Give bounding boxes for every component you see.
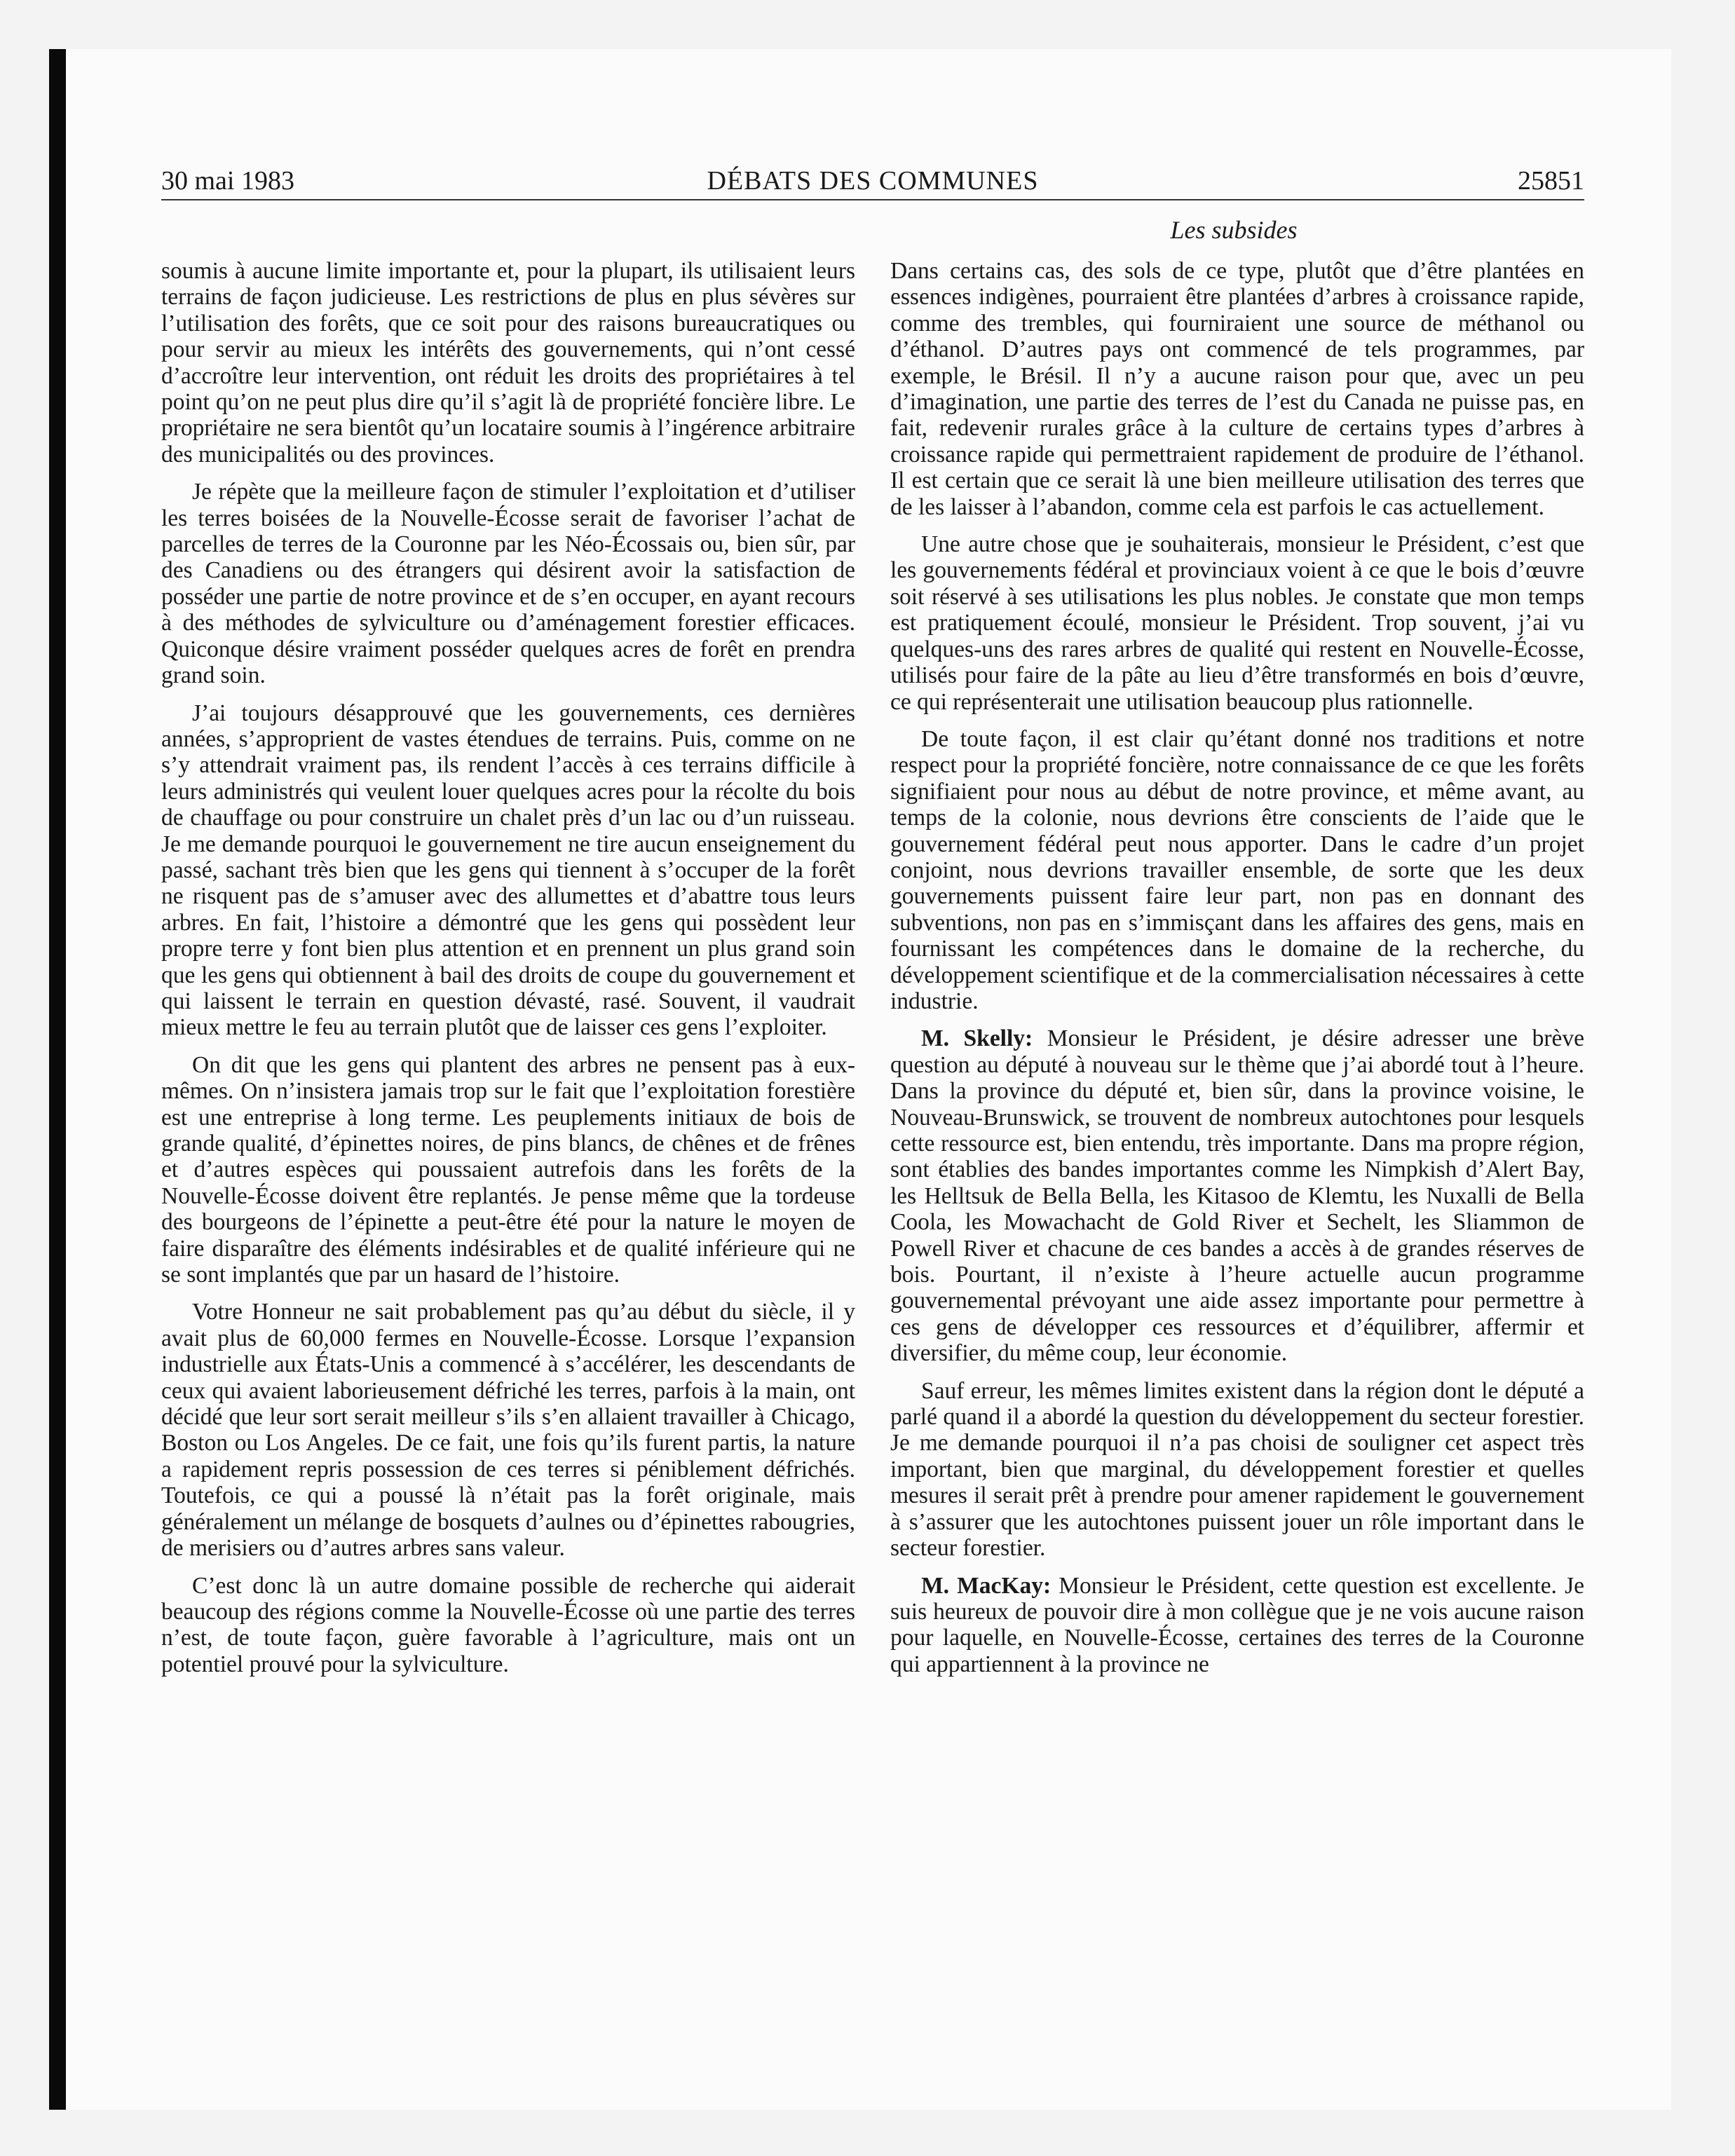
left-paragraph-3: J’ai toujours désapprouvé que les gouvernements, ces dernières années, s’approprient de vastes étendues de terrains. Puis, comme on ne s’y attendrait vraiment pas, ils rendent l’accès à ces terrains difficile à leurs administrés qui veulent louer quelques acres pour la récolte du bois de chauffage ou pour construire un chalet près d’un lac ou d’un ruisseau. Je me demande pourquoi le gouvernement ne tire aucun enseignement du passé, sachant très bien que les gens qui tiennent à s’occuper de la forêt ne risquent pas de s’amuser avec des allumettes et d’abattre tous leurs arbres. En fait, l’histoire a démontré que les gens qui possèdent leur propre terre y font bien plus attention et en prennent un plus grand soin que les gens qui obtiennent à bail des droits de coupe du gouvernement et qui laissent le terrain en question dévasté, rasé. Souvent, il vaudrait mieux mettre le feu au terrain plutôt que de laisser ces gens l’exploiter.	[161, 700, 855, 1041]
left-paragraph-2: Je répète que la meilleure façon de stimuler l’exploitation et d’utiliser les terres boisées de la Nouvelle-Écosse serait de favoriser l’achat de parcelles de terres de la Couronne par les Néo-Écossais ou, bien sûr, par des Canadiens ou des étrangers qui désirent avoir la satisfaction de posséder une partie de notre province et de s’en occuper, en ayant recours à des méthodes de sylviculture ou d’aménagement forestier efficaces. Quiconque désire vraiment posséder quelques acres de forêt en prendra grand soin.	[161, 479, 855, 689]
right-paragraph-2: Une autre chose que je souhaiterais, monsieur le Président, c’est que les gouvernements fédéral et provinciaux voient à ce que le bois d’œuvre soit réservé à ses utilisations les plus nobles. Je constate que mon temps est pratiquement écoulé, monsieur le Président. Trop souvent, j’ai vu quelques-uns des rares arbres de qualité qui restent en Nouvelle-Écosse, utilisés pour faire de la pâte au lieu d’être transformés en bois d’œuvre, ce qui représenterait une utilisation beaucoup plus rationnelle.	[890, 531, 1584, 715]
page-header	[161, 164, 1584, 198]
header-page-number: 25851	[1518, 166, 1584, 196]
left-paragraph-5: Votre Honneur ne sait probablement pas qu’au début du siècle, il y avait plus de 60,000 fermes en Nouvelle-Écosse. Lorsque l’expansion industrielle aux États-Unis a commencé à s’accélérer, les descendants de ceux qui avaient laborieusement défriché les terres, parfois à la main, ont décidé que leur sort serait meilleur s’ils s’en allaient travailler à Chicago, Boston ou Los Angeles. De ce fait, une fois qu’ils furent partis, la nature a rapidement repris possession de ces terres si péniblement défrichés. Toutefois, ce qui a poussé là n’était pas la forêt originale, mais généralement un mélange de bosquets d’aulnes ou d’épinettes rabougries, de merisiers ou d’autres arbres sans valeur.	[161, 1299, 855, 1562]
header-rule	[161, 199, 1584, 200]
speech-text: Monsieur le Président, je désire adresser une brève question au député à nouveau sur le thème que j’ai abordé tout à l’heure. Dans la province du député et, bien sûr, dans la province voisine, le Nouveau-Brunswick, se trouvent de nombreux autochtones pour lesquels cette ressource est, bien entendu, très importante. Dans ma propre région, sont établies des bandes importantes comme les Nimpkish d’Alert Bay, les Helltsuk de Bella Bella, les Kitasoo de Klemtu, les Nuxalli de Bella Coola, les Mowachacht de Gold River et Sechelt, les Sliammon de Powell River et chacune de ces bandes a accès à de grandes réserves de bois. Pourtant, il n’existe à l’heure actuelle aucun programme gouvernemental prévoyant une aide assez importante pour permettre à ces gens de développer ces ressources et d’équilibrer, affermir et diversifier, du même coup, leur économie.	[890, 1025, 1584, 1367]
speaker-name: M. MacKay:	[921, 1572, 1052, 1599]
speaker-name: M. Skelly:	[921, 1025, 1033, 1052]
right-paragraph-5: Sauf erreur, les mêmes limites existent dans la région dont le député a parlé quand il a abordé la question du développement du secteur forestier. Je me demande pourquoi il n’a pas choisi de souligner cet aspect très important, bien que marginal, du développement forestier et quelles mesures il serait prêt à prendre pour amener rapidement le gouvernement à s’assurer que les autochtones puissent jouer un rôle important dans le secteur forestier.	[890, 1377, 1584, 1562]
right-column	[890, 258, 1584, 1688]
header-date: 30 mai 1983	[161, 166, 294, 196]
running-head: Les subsides	[1170, 216, 1298, 244]
right-paragraph-3: De toute façon, il est clair qu’étant donné nos traditions et notre respect pour la propriété foncière, notre connaissance de ce que les forêts signifiaient pour nous au début de notre province, et même avant, au temps de la colonie, nous devrions être conscients de l’aide que le gouvernement fédéral peut nous apporter. Dans le cadre d’un projet conjoint, nous devrions travailler ensemble, de sorte que les deux gouvernements puissent faire leur part, non pas en donnant des subventions, non pas en s’immisçant dans les affaires des gens, mais en fournissant les compétences dans le domaine de la recherche, du développement scientifique et de la commercialisation nécessaires à cette industrie.	[890, 725, 1584, 1014]
mackay-intervention	[890, 1573, 1584, 1678]
left-paragraph-1: soumis à aucune limite importante et, pour la plupart, ils utilisaient leurs terrains de façon judicieuse. Les restrictions de plus en plus sévères sur l’utilisation des forêts, que ce soit pour des raisons bureaucratiques ou pour servir au mieux les intérêts des gouvernements, qui n’ont cessé d’accroître leur intervention, ont réduit les droits des propriétaires à tel point qu’on ne peut plus dire qu’il s’agit là de propriété foncière libre. Le propriétaire ne sera bientôt qu’un locataire soumis à l’ingérence arbitraire des municipalités ou des provinces.	[161, 258, 855, 468]
left-paragraph-4: On dit que les gens qui plantent des arbres ne pensent pas à eux-mêmes. On n’insistera jamais trop sur le fait que l’exploitation forestière est une entreprise à long terme. Les peuplements initiaux de bois de grande qualité, d’épinettes noires, de pins blancs, de chênes et de frênes et d’autres espèces qui poussaient autrefois dans les forêts de la Nouvelle-Écosse doivent être replantés. Je pense même que la tordeuse des bourgeons de l’épinette a peut-être été pour la nature le moyen de faire disparaître des éléments indésirables et de qualité inférieure qui ne se sont implantés que par un hasard de l’histoire.	[161, 1051, 855, 1288]
skelly-intervention	[890, 1025, 1584, 1366]
left-paragraph-6: C’est donc là un autre domaine possible de recherche qui aiderait beaucoup des régions comme la Nouvelle-Écosse où une partie des terres n’est, de toute façon, guère favorable à l’agriculture, mais ont un potentiel prouvé pour la sylviculture.	[161, 1572, 855, 1677]
header-title: DÉBATS DES COMMUNES	[707, 166, 1039, 196]
left-column	[161, 258, 855, 1688]
speech-text: Monsieur le Président, cette question est excellente. Je suis heureux de pouvoir dire à mon collègue que je ne vois aucune raison pour laquelle, en Nouvelle-Écosse, certaines des terres de la Couronne qui appartiennent à la province ne	[890, 1572, 1584, 1677]
right-paragraph-1: Dans certains cas, des sols de ce type, plutôt que d’être plantées en essences indigènes, pourraient être plantées d’arbres à croissance rapide, comme des trembles, qui fourniraient une source de méthanol ou d’éthanol. D’autres pays ont commencé de tels programmes, par exemple, le Brésil. Il n’y a aucune raison pour que, avec un peu d’imagination, une partie des terres de l’est du Canada ne puisse pas, en fait, redevenir rurales grâce à la culture de certains types d’arbres à croissance rapide qui permettraient rapidement de produire de l’éthanol. Il est certain que ce serait là une bien meilleure utilisation des terres que de les laisser à l’abandon, comme cela est parfois le cas actuellement.	[890, 258, 1584, 520]
scan-edge	[49, 49, 66, 2110]
